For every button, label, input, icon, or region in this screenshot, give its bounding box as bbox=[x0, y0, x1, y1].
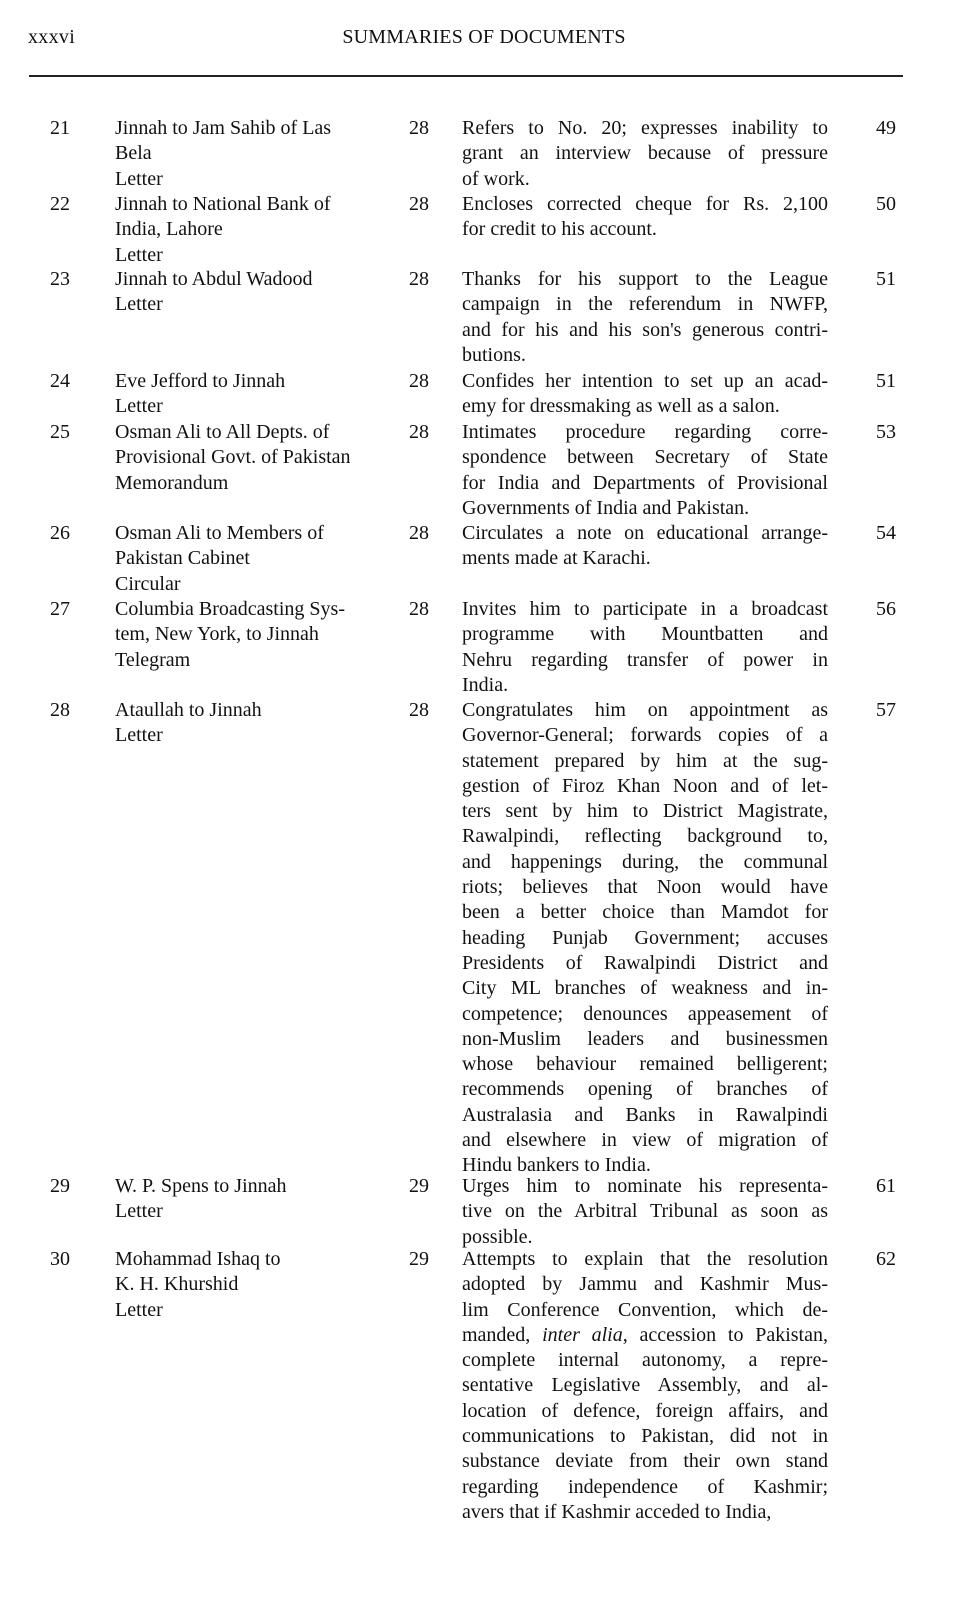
document-type: Telegram bbox=[115, 648, 191, 671]
running-title: SUMMARIES OF DOCUMENTS bbox=[342, 26, 626, 48]
summary-line: Nehru regarding transfer of power in bbox=[462, 648, 828, 671]
document-date: 28 bbox=[409, 193, 429, 215]
document-title bbox=[115, 597, 385, 673]
document-number: 28 bbox=[50, 699, 70, 721]
summary-line: ters sent by him to District Magistrate, bbox=[462, 800, 828, 823]
summary-line: gestion of Firoz Khan Noon and of let- bbox=[462, 774, 828, 797]
summary-line: communications to Pakistan, did not in bbox=[462, 1425, 828, 1448]
page-header bbox=[0, 0, 968, 80]
document-title bbox=[115, 1247, 385, 1323]
title-line: tem, New York, to Jinnah bbox=[115, 623, 319, 646]
document-summary bbox=[462, 420, 828, 521]
summary-line: campaign in the referendum in NWFP, bbox=[462, 293, 828, 316]
document-number: 24 bbox=[50, 370, 70, 392]
summary-line: Invites him to participate in a broadcast bbox=[462, 598, 828, 620]
document-date: 28 bbox=[409, 421, 429, 443]
document-title bbox=[115, 698, 385, 749]
summary-line: whose behaviour remained belligerent; bbox=[462, 1053, 828, 1076]
summary-line: adopted by Jammu and Kashmir Mus- bbox=[462, 1273, 828, 1296]
page-reference: 54 bbox=[876, 522, 896, 544]
document-type: Letter bbox=[115, 1200, 163, 1223]
summary-line: heading Punjab Government; accuses bbox=[462, 926, 828, 949]
summary-line: complete internal autonomy, a repre- bbox=[462, 1349, 828, 1372]
document-summary bbox=[462, 521, 828, 572]
summary-line: regarding independence of Kashmir; bbox=[462, 1475, 828, 1498]
document-type: Letter bbox=[115, 1298, 163, 1321]
title-line: Eve Jefford to Jinnah bbox=[115, 370, 286, 392]
summary-line: Presidents of Rawalpindi District and bbox=[462, 951, 828, 974]
document-date: 28 bbox=[409, 522, 429, 544]
document-number: 27 bbox=[50, 598, 70, 620]
document-number: 23 bbox=[50, 268, 70, 290]
document-type: Letter bbox=[115, 243, 163, 266]
document-date: 29 bbox=[409, 1248, 429, 1270]
summary-line: City ML branches of weakness and in- bbox=[462, 977, 828, 1000]
summary-line: Congratulates him on appointment as bbox=[462, 699, 828, 721]
document-title bbox=[115, 420, 385, 496]
summary-line: Thanks for his support to the League bbox=[462, 268, 828, 290]
page-reference: 50 bbox=[876, 193, 896, 215]
document-summary bbox=[462, 369, 828, 420]
title-line: Columbia Broadcasting Sys- bbox=[115, 598, 345, 620]
summary-line: and elsewhere in view of migration of bbox=[462, 1129, 828, 1152]
document-summary bbox=[462, 116, 828, 192]
document-summary bbox=[462, 267, 828, 368]
summary-line: Hindu bankers to India. bbox=[462, 1154, 651, 1177]
summary-line: location of defence, foreign affairs, and bbox=[462, 1399, 828, 1422]
document-date: 28 bbox=[409, 699, 429, 721]
title-line: Mohammad Ishaq to bbox=[115, 1248, 281, 1270]
summary-line: competence; denounces appeasement of bbox=[462, 1002, 828, 1025]
summary-line: recommends opening of branches of bbox=[462, 1078, 828, 1101]
document-title bbox=[115, 116, 385, 192]
title-line: Bela bbox=[115, 142, 152, 165]
summary-line: Confides her intention to set up an acad- bbox=[462, 370, 828, 392]
title-line: Provisional Govt. of Pakistan bbox=[115, 446, 351, 469]
summary-line: Australasia and Banks in Rawalpindi bbox=[462, 1103, 828, 1126]
document-title bbox=[115, 369, 385, 420]
summary-line: Attempts to explain that the resolution bbox=[462, 1248, 828, 1270]
summary-line: for India and Departments of Provisional bbox=[462, 471, 828, 494]
summary-line: butions. bbox=[462, 343, 526, 366]
document-date: 28 bbox=[409, 268, 429, 290]
summary-line: been a better choice than Mamdot for bbox=[462, 901, 828, 924]
title-line: Jinnah to National Bank of bbox=[115, 193, 331, 215]
document-type: Memorandum bbox=[115, 471, 229, 494]
document-date: 29 bbox=[409, 1175, 429, 1197]
summary-line: non-Muslim leaders and businessmen bbox=[462, 1027, 828, 1050]
page-reference: 51 bbox=[876, 268, 896, 290]
title-line: India, Lahore bbox=[115, 218, 223, 241]
document-title bbox=[115, 1174, 385, 1225]
document-number: 21 bbox=[50, 117, 70, 139]
document-type: Letter bbox=[115, 167, 163, 190]
title-line: Jinnah to Jam Sahib of Las bbox=[115, 117, 332, 139]
document-number: 29 bbox=[50, 1175, 70, 1197]
page-reference: 49 bbox=[876, 117, 896, 139]
document-date: 28 bbox=[409, 117, 429, 139]
document-number: 30 bbox=[50, 1248, 70, 1270]
document-date: 28 bbox=[409, 370, 429, 392]
summary-line: Urges him to nominate his representa- bbox=[462, 1175, 828, 1197]
title-line: W. P. Spens to Jinnah bbox=[115, 1175, 287, 1197]
document-type: Circular bbox=[115, 572, 181, 595]
summary-line: Refers to No. 20; expresses inability to bbox=[462, 117, 828, 139]
title-line: Pakistan Cabinet bbox=[115, 547, 250, 570]
document-title bbox=[115, 521, 385, 597]
summary-line: Circulates a note on educational arrange- bbox=[462, 522, 828, 544]
summary-line: spondence between Secretary of State bbox=[462, 446, 828, 469]
title-line: Ataullah to Jinnah bbox=[115, 699, 262, 721]
summary-line: possible. bbox=[462, 1225, 533, 1248]
page-reference: 53 bbox=[876, 421, 896, 443]
document-type: Letter bbox=[115, 293, 163, 316]
summary-line: avers that if Kashmir acceded to India, bbox=[462, 1500, 772, 1523]
document-summary bbox=[462, 192, 828, 243]
document-number: 26 bbox=[50, 522, 70, 544]
document-type: Letter bbox=[115, 395, 163, 418]
document-summary bbox=[462, 597, 828, 698]
summary-line: Governor-General; forwards copies of a bbox=[462, 724, 828, 747]
italic-phrase: inter alia bbox=[542, 1323, 623, 1346]
document-summary bbox=[462, 698, 828, 1179]
document-summary bbox=[462, 1174, 828, 1250]
summary-line: and for his and his son's generous contri- bbox=[462, 318, 828, 341]
summary-line: manded, inter alia, accession to Pakistan, bbox=[462, 1323, 828, 1346]
summary-line: sentative Legislative Assembly, and al- bbox=[462, 1374, 828, 1397]
document-title bbox=[115, 192, 385, 268]
summary-line: for credit to his account. bbox=[462, 218, 657, 241]
document-date: 28 bbox=[409, 598, 429, 620]
title-line: Osman Ali to Members of bbox=[115, 522, 324, 544]
summary-line: lim Conference Convention, which de- bbox=[462, 1298, 828, 1321]
summary-line: ments made at Karachi. bbox=[462, 547, 651, 570]
document-number: 22 bbox=[50, 193, 70, 215]
page-reference: 62 bbox=[876, 1248, 896, 1270]
summary-line: statement prepared by him at the sug- bbox=[462, 749, 828, 772]
summary-line: Rawalpindi, reflecting background to, bbox=[462, 825, 828, 848]
summary-line: grant an interview because of pressure bbox=[462, 142, 828, 165]
title-line: Jinnah to Abdul Wadood bbox=[115, 268, 313, 290]
summary-line: riots; believes that Noon would have bbox=[462, 876, 828, 899]
document-summary bbox=[462, 1247, 828, 1525]
page-number: xxxvi bbox=[28, 26, 76, 48]
summary-line: programme with Mountbatten and bbox=[462, 623, 828, 646]
summary-line: substance deviate from their own stand bbox=[462, 1450, 828, 1473]
summary-line: India. bbox=[462, 673, 509, 696]
document-type: Letter bbox=[115, 724, 163, 747]
title-line: K. H. Khurshid bbox=[115, 1273, 239, 1296]
summary-line: Intimates procedure regarding corre- bbox=[462, 421, 828, 443]
header-rule bbox=[29, 75, 903, 77]
page-reference: 51 bbox=[876, 370, 896, 392]
page-reference: 57 bbox=[876, 699, 896, 721]
page-reference: 56 bbox=[876, 598, 896, 620]
document-number: 25 bbox=[50, 421, 70, 443]
summary-line: Encloses corrected cheque for Rs. 2,100 bbox=[462, 193, 828, 215]
summary-line: Governments of India and Pakistan. bbox=[462, 496, 750, 519]
page-reference: 61 bbox=[876, 1175, 896, 1197]
summary-line: emy for dressmaking as well as a salon. bbox=[462, 395, 780, 418]
summary-line: and happenings during, the communal bbox=[462, 850, 828, 873]
title-line: Osman Ali to All Depts. of bbox=[115, 421, 330, 443]
document-title bbox=[115, 267, 385, 318]
summary-line: of work. bbox=[462, 167, 530, 190]
summary-line: tive on the Arbitral Tribunal as soon as bbox=[462, 1200, 828, 1223]
